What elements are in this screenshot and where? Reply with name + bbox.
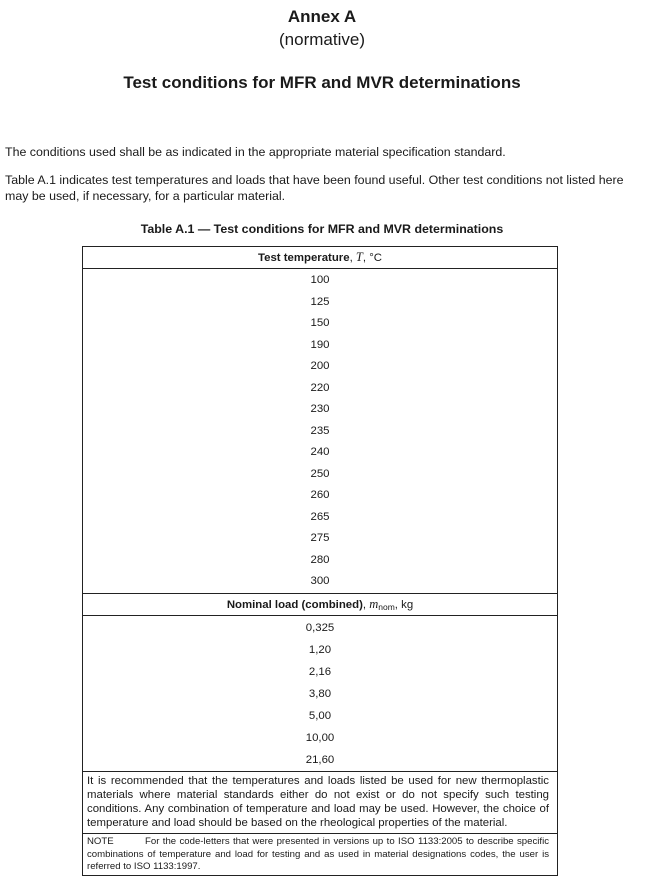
temperature-row: 230 bbox=[310, 403, 330, 415]
load-symbol: m bbox=[369, 596, 379, 611]
temperature-row: 200 bbox=[310, 360, 330, 372]
temperature-row: 265 bbox=[310, 510, 330, 523]
note-label: NOTE bbox=[87, 836, 114, 848]
annex-title: Annex A bbox=[287, 7, 357, 26]
test-conditions-table bbox=[82, 246, 558, 876]
table-caption: Table A.1 — Test conditions for MFR and MVR determinations bbox=[140, 222, 504, 236]
temperature-list bbox=[83, 269, 557, 593]
temperature-row: 125 bbox=[310, 295, 330, 308]
temperature-symbol: T bbox=[355, 250, 363, 264]
temperature-row: 100 bbox=[310, 274, 330, 286]
load-header: Nominal load (combined), $m_{nom}$, kg bbox=[83, 593, 557, 616]
load-row: 2,16 bbox=[308, 665, 332, 678]
note-text: For the code-letters that were presented in versions up to ISO 1133:2005 to describe specific combinations of temperature and load for testing and as used in material designations codes, the user is referred to ISO 1133:1997. bbox=[87, 836, 549, 872]
load-symbol-subscript: nom bbox=[378, 601, 395, 612]
load-header-label: Nominal load (combined) bbox=[226, 598, 363, 611]
temperature-row: 235 bbox=[310, 424, 330, 437]
temperature-row: 190 bbox=[310, 338, 330, 351]
load-row: 21,60 bbox=[305, 753, 335, 766]
table-footnote bbox=[83, 833, 557, 875]
temperature-row: 300 bbox=[310, 575, 330, 587]
load-row: 1,20 bbox=[308, 643, 332, 656]
temperature-row: 260 bbox=[310, 489, 330, 501]
temperature-row: 240 bbox=[310, 446, 330, 458]
page-heading: Test conditions for MFR and MVR determinations bbox=[123, 73, 521, 92]
temperature-row: 250 bbox=[310, 467, 330, 480]
load-list bbox=[83, 616, 557, 771]
temperature-header: Test temperature, T, °C bbox=[83, 247, 557, 269]
annex-subtitle: (normative) bbox=[279, 30, 365, 49]
intro-paragraph-2: Table A.1 indicates test temperatures and loads that have been found useful. Other test conditions not listed here may be used, if necessary, for a particular material. bbox=[5, 173, 624, 203]
load-row: 5,00 bbox=[308, 709, 332, 722]
recommendation-note: It is recommended that the temperatures and loads listed be used for new thermoplastic materials where material standards either do not exist or do not specify such testing conditions. Any combination of temperature and load may be used. However, the choice of temperature and load should be based on the rheological properties of the material. bbox=[83, 771, 557, 834]
load-row: 10,00 bbox=[305, 731, 335, 744]
temperature-row: 150 bbox=[310, 317, 330, 329]
temperature-row: 220 bbox=[310, 381, 330, 394]
temperature-unit: °C bbox=[369, 252, 382, 264]
intro-paragraph-1: The conditions used shall be as indicated in the appropriate material specification standard. bbox=[5, 145, 506, 159]
temperature-row: 275 bbox=[310, 532, 330, 544]
load-row: 0,325 bbox=[305, 621, 335, 634]
load-row: 3,80 bbox=[308, 687, 332, 700]
temperature-header-label: Test temperature bbox=[258, 252, 350, 264]
load-unit: kg bbox=[401, 598, 414, 611]
temperature-row: 280 bbox=[310, 553, 330, 566]
